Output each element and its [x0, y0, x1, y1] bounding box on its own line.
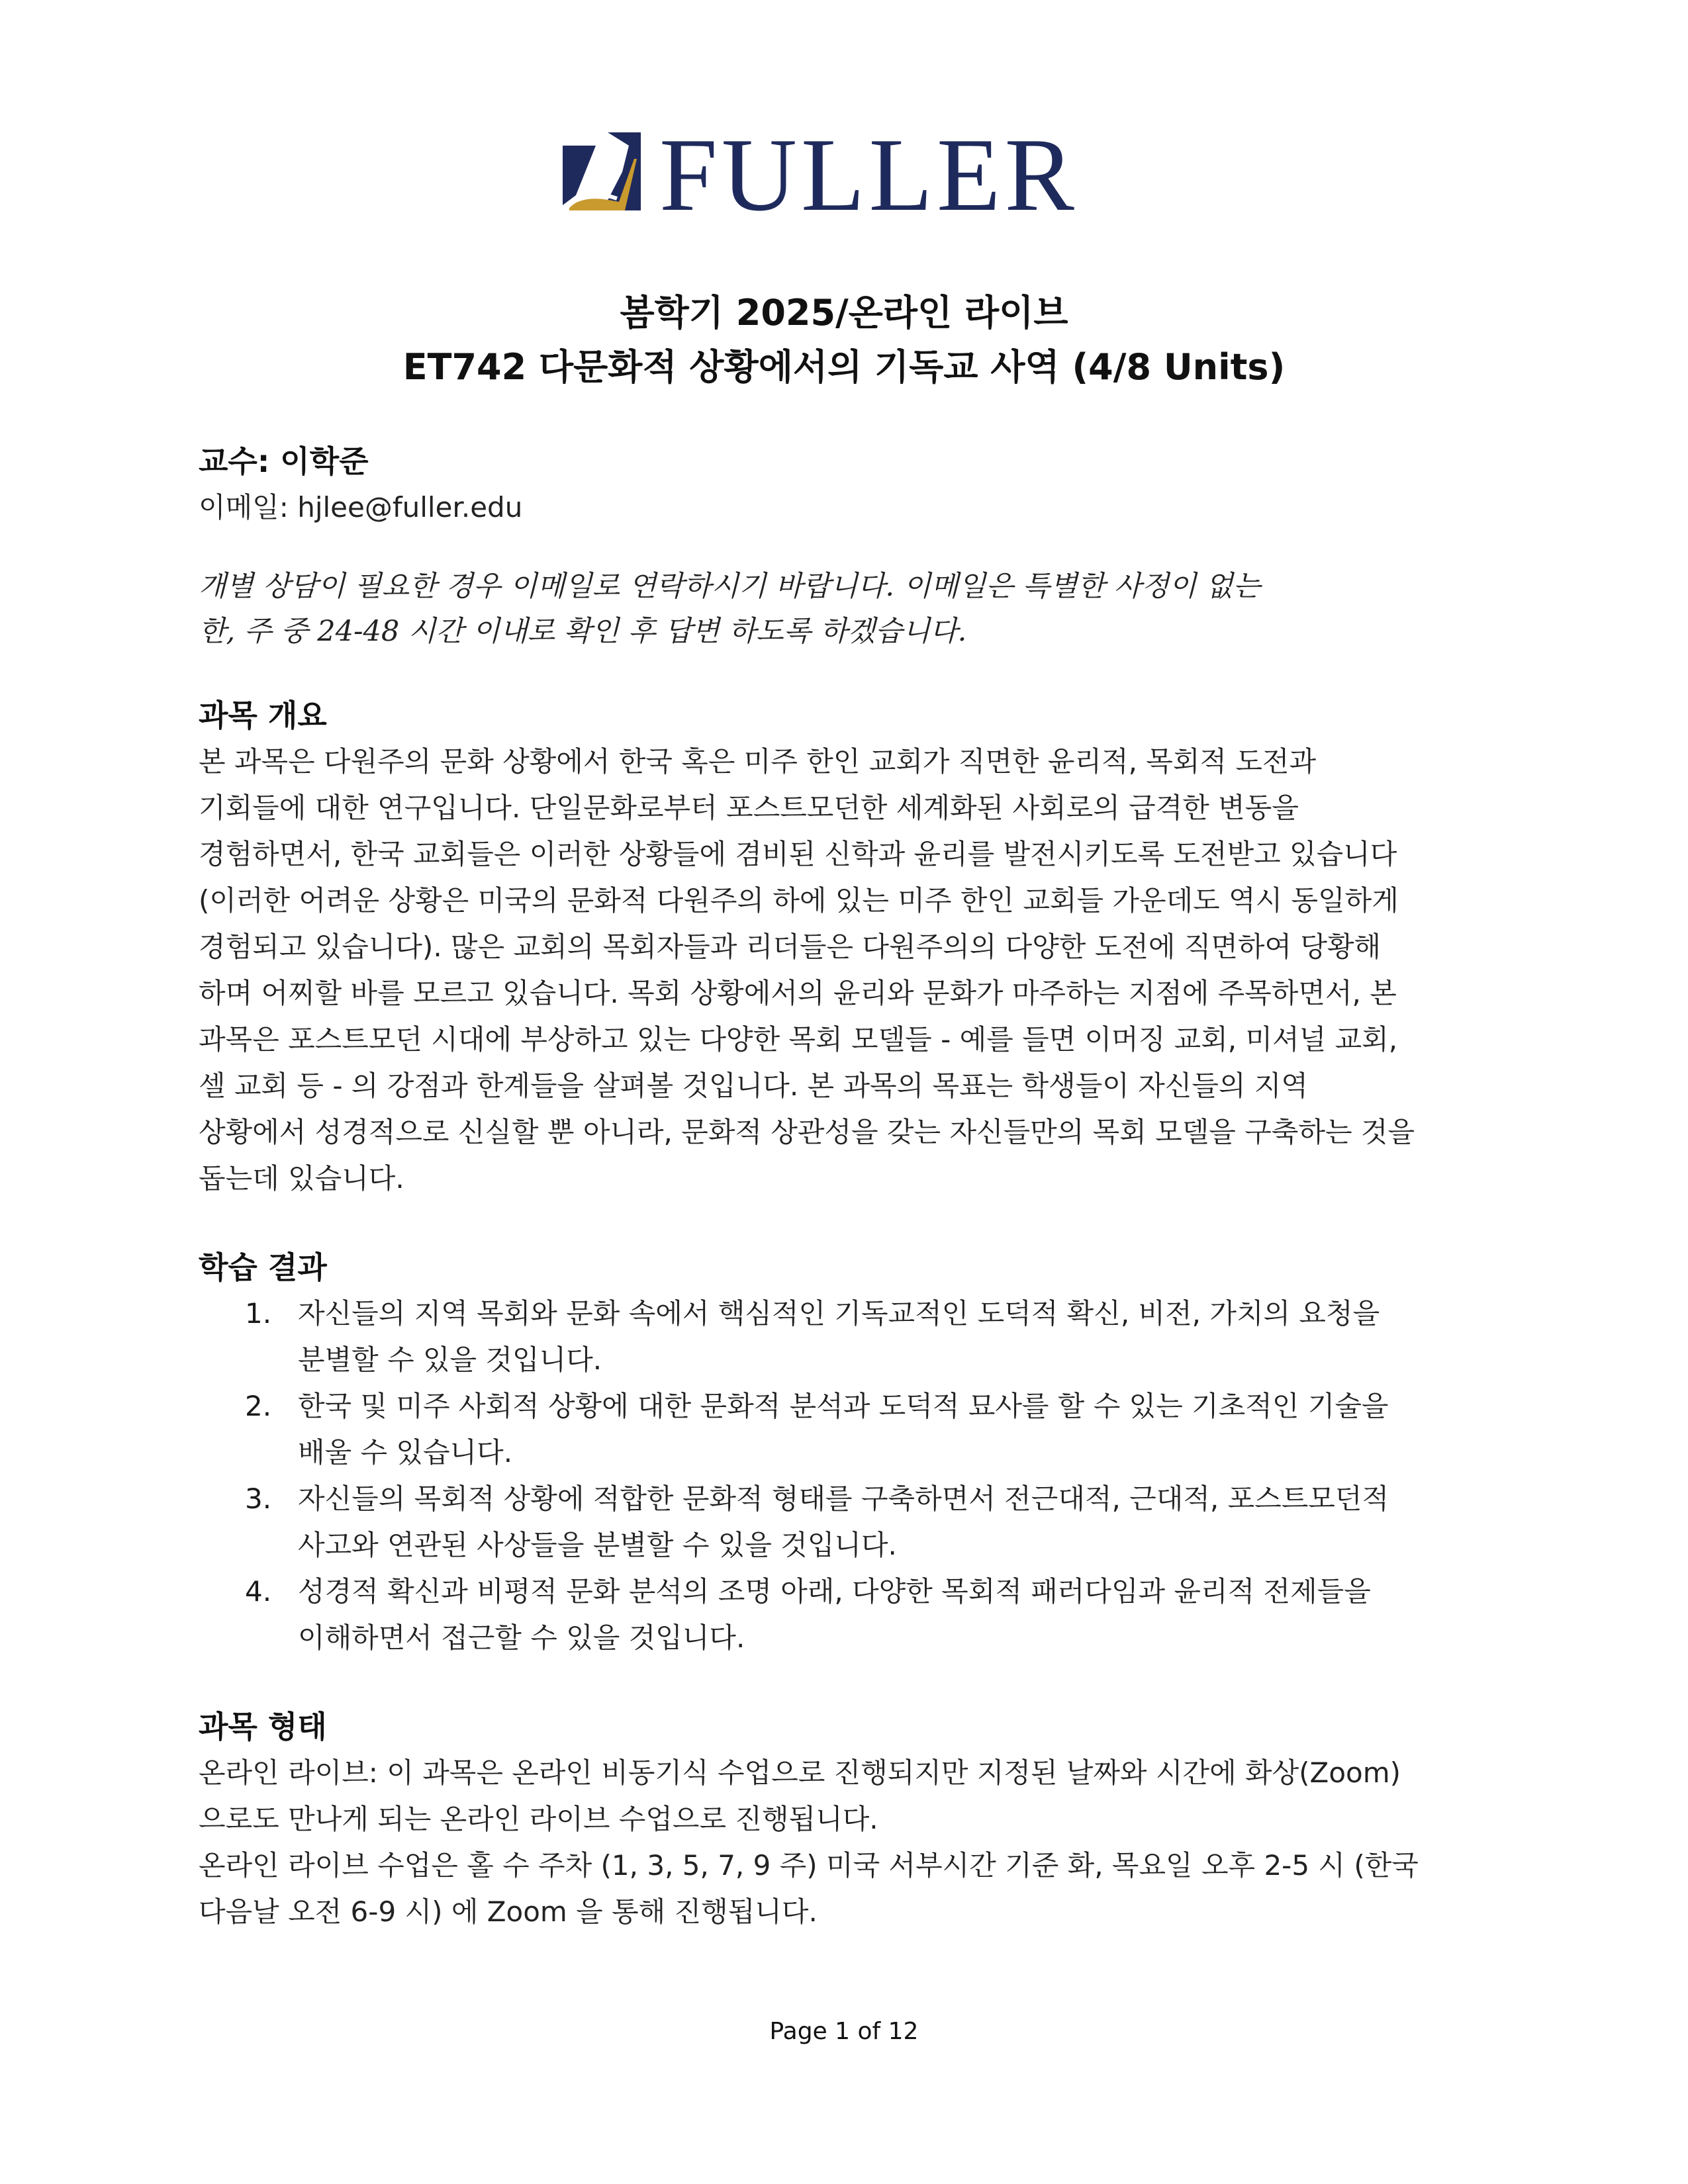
list-item-line: 사고와 연관된 사상들을 분별할 수 있을 것입니다.: [298, 1529, 897, 1561]
contact-note: [199, 564, 1496, 654]
overview-paragraph: [199, 739, 1496, 1202]
overview-line: 셀 교회 등 - 의 강점과 한계들을 살펴볼 것입니다. 본 과목의 목표는 학생들이 자신들의 지역: [199, 1069, 1309, 1102]
overview-line: 경험되고 있습니다). 많은 교회의 목회자들과 리더들은 다원주의의 다양한 도전에 직면하여 당황해: [199, 931, 1382, 963]
list-item-line: 성경적 확신과 비평적 문화 분석의 조명 아래, 다양한 목회적 패러다임과 윤리적 전제들을: [298, 1575, 1371, 1608]
overview-line: 돕는데 있습니다.: [199, 1162, 404, 1195]
outcomes-list: [199, 1291, 1496, 1661]
format-line: 온라인 라이브: 이 과목은 온라인 비동기식 수업으로 진행되지만 지정된 날짜와 시간에 화상(Zoom): [199, 1756, 1401, 1789]
overview-heading: 과목 개요: [199, 698, 327, 733]
course-title: ET742 다문화적 상황에서의 기독교 사역 (4/8 Units): [402, 346, 1286, 388]
outcomes-heading: 학습 결과: [199, 1250, 327, 1285]
format-heading: 과목 형태: [199, 1709, 327, 1745]
list-item-number: 2.: [245, 1390, 272, 1422]
format-line: 다음날 오전 6-9 시) 에 Zoom 을 통해 진행됩니다.: [199, 1895, 818, 1928]
instructor-email: 이메일: hjlee@fuller.edu: [199, 491, 523, 523]
overview-line: 기회들에 대한 연구입니다. 단일문화로부터 포스트모던한 세계화된 사회로의 급격한 변동을: [199, 792, 1299, 824]
contact-note-line: 한, 주 중 24-48 시간 이내로 확인 후 답변 하도록 하겠습니다.: [199, 615, 967, 648]
list-item-number: 4.: [245, 1575, 272, 1608]
list-item-number: 1.: [245, 1297, 272, 1330]
fuller-wordmark: FULLER: [659, 117, 1078, 233]
overview-line: 상황에서 성경적으로 신실할 뿐 아니라, 문화적 상관성을 갖는 자신들만의 목회 모델을 구축하는 것을: [199, 1116, 1415, 1148]
format-paragraph: [199, 1750, 1496, 1935]
overview-line: 과목은 포스트모던 시대에 부상하고 있는 다양한 목회 모델들 - 예를 들면 이머징 교회, 미셔널 교회,: [199, 1023, 1398, 1056]
list-item: [199, 1291, 1496, 1383]
list-item-line: 한국 및 미주 사회적 상황에 대한 문화적 분석과 도덕적 묘사를 할 수 있는 기초적인 기술을: [298, 1390, 1389, 1422]
fuller-book-mark-icon: [556, 132, 642, 218]
course-title-block: [0, 286, 1688, 394]
list-item: [199, 1383, 1496, 1476]
list-item-number: 3.: [245, 1482, 272, 1515]
overview-line: 본 과목은 다원주의 문화 상황에서 한국 혹은 미주 한인 교회가 직면한 윤리적, 목회적 도전과: [199, 745, 1317, 778]
overview-line: 경험하면서, 한국 교회들은 이러한 상황들에 겸비된 신학과 윤리를 발전시키도록 도전받고 있습니다: [199, 838, 1397, 870]
overview-line: 하며 어찌할 바를 모르고 있습니다. 목회 상황에서의 윤리와 문화가 마주하는 지점에 주목하면서, 본: [199, 977, 1397, 1009]
term-title: 봄학기 2025/온라인 라이브: [620, 292, 1068, 334]
list-item: [199, 1569, 1496, 1661]
list-item: [199, 1476, 1496, 1569]
contact-note-line: 개별 상담이 필요한 경우 이메일로 연락하시기 바랍니다. 이메일은 특별한 사정이 없는: [199, 570, 1261, 603]
list-item-line: 이해하면서 접근할 수 있을 것입니다.: [298, 1621, 745, 1654]
document-body: [199, 438, 1496, 1935]
list-item-line: 자신들의 지역 목회와 문화 속에서 핵심적인 기독교적인 도덕적 확신, 비전, 가치의 요청을: [298, 1297, 1380, 1330]
page-number: Page 1 of 12: [769, 2018, 919, 2045]
format-line: 온라인 라이브 수업은 홀 수 주차 (1, 3, 5, 7, 9 주) 미국 서부시간 기준 화, 목요일 오후 2-5 시 (한국: [199, 1849, 1419, 1882]
format-line: 으로도 만나게 되는 온라인 라이브 수업으로 진행됩니다.: [199, 1803, 878, 1835]
list-item-line: 자신들의 목회적 상황에 적합한 문화적 형태를 구축하면서 전근대적, 근대적, 포스트모던적: [298, 1482, 1389, 1515]
instructor-heading: 교수: 이학준: [199, 443, 369, 479]
list-item-line: 분별할 수 있을 것입니다.: [298, 1343, 602, 1376]
fuller-logo: [556, 117, 1078, 233]
list-item-line: 배울 수 있습니다.: [298, 1436, 513, 1469]
overview-line: (이러한 어려운 상황은 미국의 문화적 다원주의 하에 있는 미주 한인 교회들 가운데도 역시 동일하게: [199, 884, 1399, 917]
